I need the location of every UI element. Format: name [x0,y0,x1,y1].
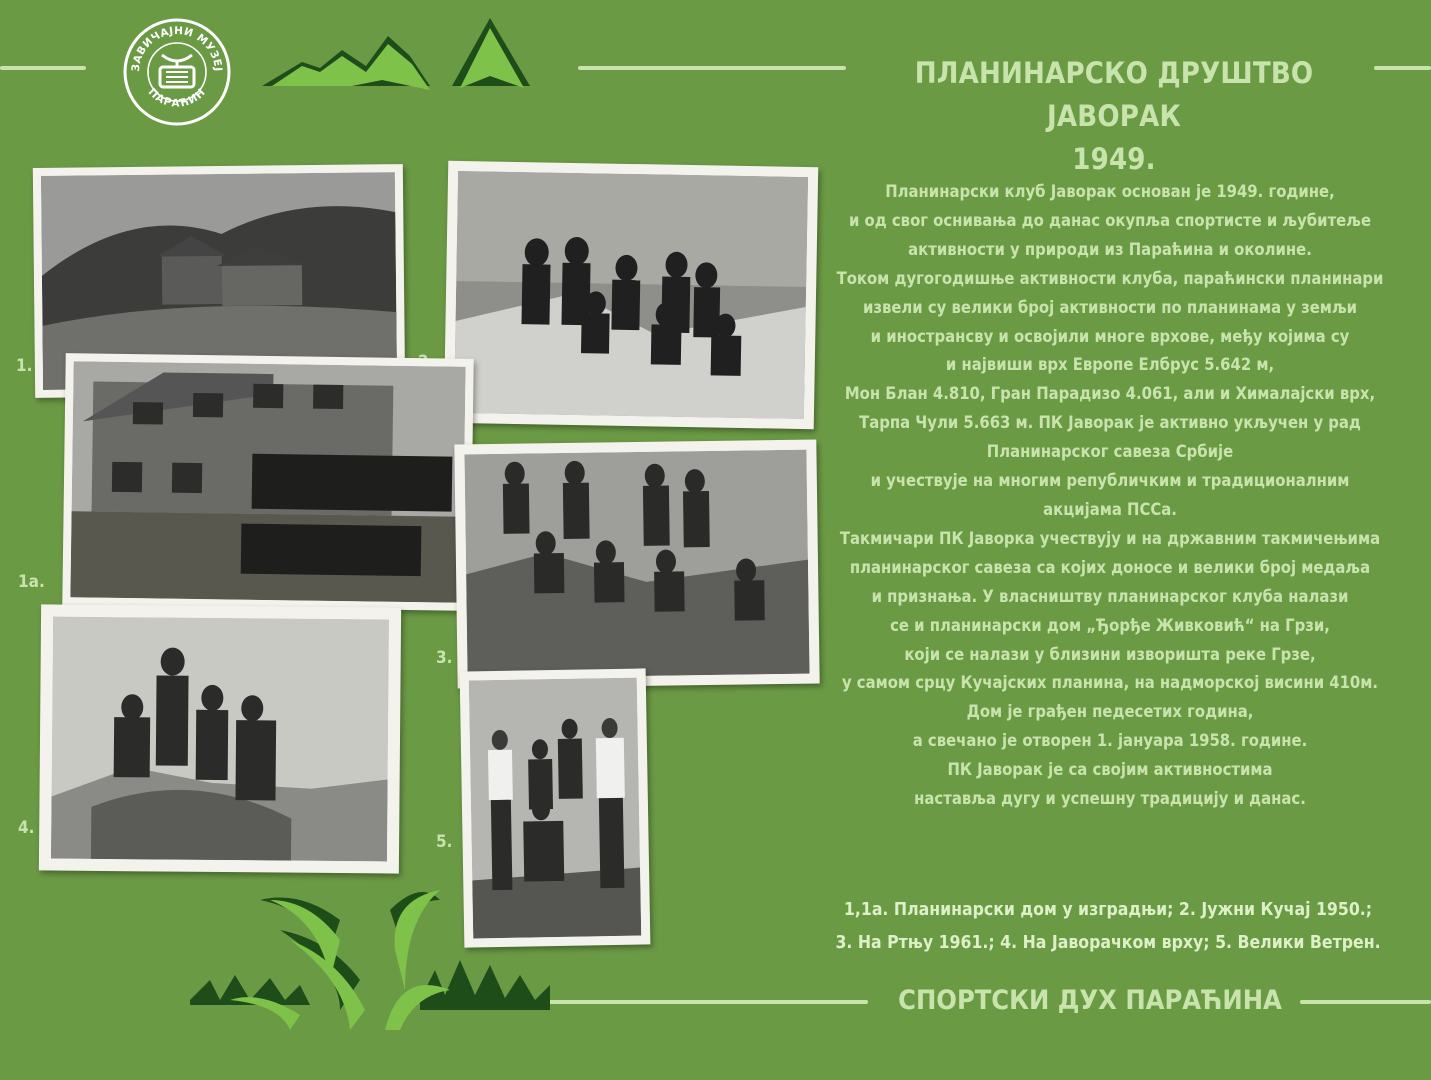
body-line: извели су велики број активности по планинама у земљи [862,297,1358,317]
title-line-1: ПЛАНИНАРСКО ДРУШТВО ЈАВОРАК [914,56,1314,133]
photo-2-group [444,161,819,429]
grass-decoration-icon [190,880,550,1030]
body-line: који се налази у близини изворишта реке Грзе, [904,644,1316,664]
group-photo-image [454,171,808,419]
top-middle-rule [578,66,846,70]
body-line: у самом срцу Кучајских планина, на надморској висини 410м. [841,673,1379,693]
footer-slogan: СПОРТСКИ ДУХ ПАРАЋИНА [898,985,1282,1016]
body-line: Планинарског савеза Србије [986,442,1234,462]
body-line: ПК Јаворак је са својим активностима [947,760,1273,780]
body-line: Мон Блан 4.810, Гран Парадизо 4.061, али и Хималајски врх, [844,384,1376,404]
logo-top-text: ЗАВИЧАЈНИ МУЗЕЈ [129,24,225,73]
photo-number-5: 5. [436,832,453,852]
body-line: Планинарски клуб Јаворак основан је 1949. године, [885,182,1335,201]
svg-text:ПАРАЋИН [146,86,208,110]
photo-4-summit [39,604,401,873]
body-line: и учествује на многим републичким и традиционалним [870,471,1350,491]
bottom-right-rule [1300,1000,1431,1004]
rtanj-photo-image [464,450,809,679]
caption-line: 1,1а. Планинарски дом у изградњи; 2. Јужни Кучај 1950.; [843,900,1373,920]
photo-number-3: 3. [436,648,453,668]
photo-number-4: 4. [18,818,35,838]
body-line: Тарпа Чули 5.663 м. ПК Јаворак је активно укључен у рад [859,413,1361,433]
body-line: наставља дугу и успешну традицију и данас. [914,789,1306,809]
body-line: и највиши врх Европе Елбрус 5.642 м, [945,355,1275,375]
mountains-icon [262,16,532,94]
museum-logo [122,17,232,127]
photo-3-rtanj [454,439,819,688]
construction-photo-image [70,361,465,602]
top-left-rule [0,66,86,70]
body-line: Током дугогодишње активности клуба, параћински планинари [836,268,1384,288]
logo-bottom-text: ПАРАЋИН [145,86,209,110]
page-title [850,52,1378,181]
body-text [820,178,1400,814]
photo-caption [790,894,1426,960]
body-line: и инострансву и освојили многе врхове, међу којима су [870,326,1350,346]
summit-photo-image [51,617,389,862]
body-line: и од свог оснивања до данас окупља спортисте и љубитеље [848,210,1372,230]
body-line: акцијама ПССа. [1043,499,1177,519]
top-right-rule [1374,66,1431,70]
body-line: и признања. У власништву планинарског клуба налази [871,586,1349,606]
body-line: активности у природи из Параћина и околине. [908,239,1312,259]
body-line: Такмичари ПК Јаворка учествују и на државним такмичењима [839,528,1381,548]
body-line: се и планинарски дом „Ђорђе Живковић“ на Грзи, [890,615,1330,635]
photo-number-1: 1. [16,356,33,376]
title-line-2: 1949. [1072,142,1156,176]
photo-number-1a: 1а. [18,572,45,592]
photo-1a-construction [62,353,473,611]
body-line: а свечано је отворен 1. јануара 1958. године. [912,731,1308,751]
body-line: планинарског савеза са којих доносе и велики број медаља [849,557,1371,577]
bottom-middle-rule [545,1000,868,1004]
body-line: Дом је грађен педесетих година, [966,702,1254,722]
caption-line: 3. На Ртњу 1961.; 4. На Јаворачком врху; 5. Велики Ветрен. [835,933,1381,953]
